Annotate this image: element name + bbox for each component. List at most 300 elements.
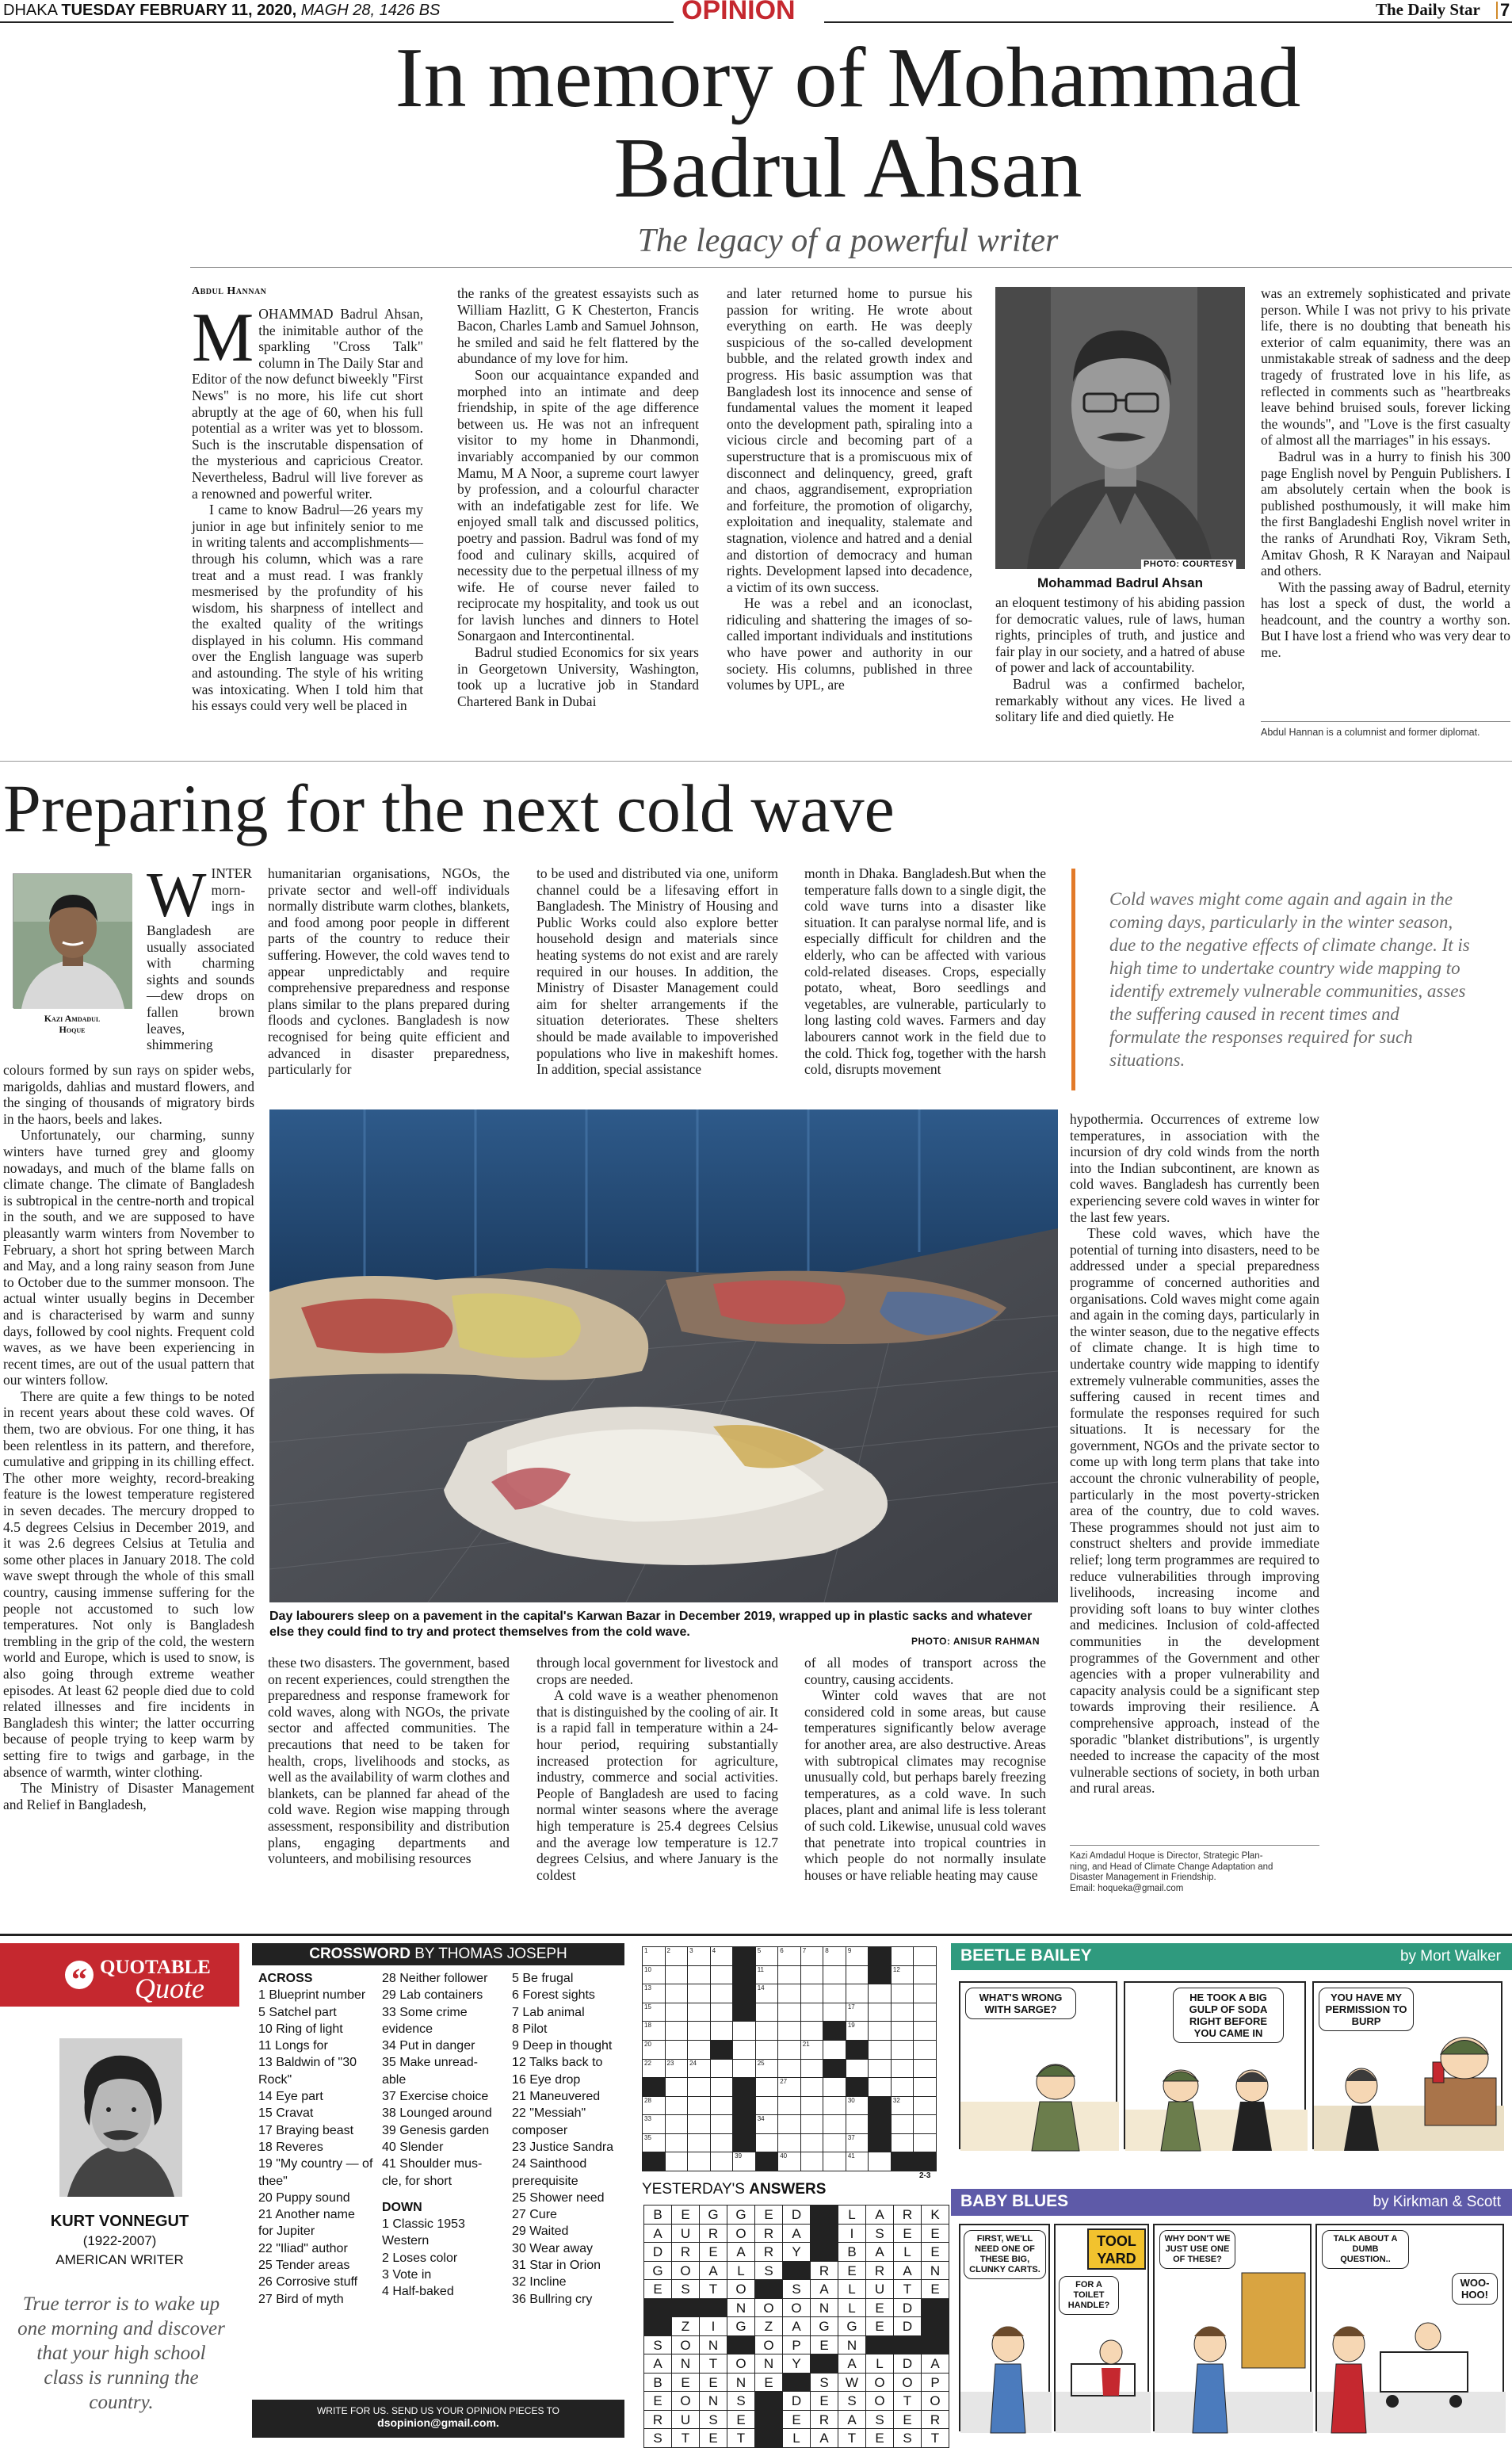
grid-square[interactable] xyxy=(778,2003,801,2022)
answer-letter: L xyxy=(838,2280,866,2299)
author-note-rule-2 xyxy=(1070,1845,1319,1846)
grid-block xyxy=(733,1966,756,1985)
answer-letter: E xyxy=(755,2374,783,2393)
grid-square[interactable] xyxy=(688,2097,711,2116)
answer-letter: S xyxy=(644,2429,672,2448)
speech-bubble: WOO-HOO! xyxy=(1452,2273,1498,2305)
answer-letter: O xyxy=(672,2262,700,2281)
grid-square[interactable] xyxy=(733,2152,756,2171)
answer-letter: D xyxy=(783,2205,811,2225)
grid-square[interactable] xyxy=(666,1947,689,1966)
answer-letter: T xyxy=(838,2429,866,2448)
grid-square[interactable] xyxy=(846,2115,869,2134)
grid-square[interactable] xyxy=(756,2022,779,2041)
portrait-photo xyxy=(995,287,1245,569)
crossword-clue: 34 Put in danger xyxy=(382,2039,475,2053)
grid-square[interactable] xyxy=(643,1966,666,1985)
crossword-panel xyxy=(252,1943,624,2438)
grid-square[interactable] xyxy=(801,2134,824,2153)
grid-square[interactable] xyxy=(711,1966,734,1985)
answer-letter: T xyxy=(894,2392,922,2411)
beetle-panel-1 xyxy=(959,1981,1117,2149)
answer-letter: O xyxy=(866,2392,894,2411)
grid-number: 21 xyxy=(802,2040,810,2048)
grid-number: 41 xyxy=(847,2152,855,2160)
answer-letter: W xyxy=(838,2374,866,2393)
grid-square[interactable] xyxy=(756,2115,779,2134)
grid-square[interactable] xyxy=(688,2041,711,2060)
grid-square[interactable] xyxy=(823,2041,846,2060)
answer-letter: O xyxy=(783,2299,811,2318)
grid-square[interactable] xyxy=(688,2078,711,2097)
masthead-dateline xyxy=(3,0,440,21)
grid-square[interactable] xyxy=(666,1984,689,2003)
grid-square[interactable] xyxy=(846,2022,869,2041)
grid-square[interactable] xyxy=(688,2115,711,2134)
grid-square[interactable] xyxy=(801,2115,824,2134)
grid-square[interactable] xyxy=(801,2060,824,2079)
grid-square[interactable] xyxy=(688,2134,711,2153)
answer-letter: O xyxy=(866,2374,894,2393)
answer-letter: B xyxy=(644,2374,672,2393)
grid-square[interactable] xyxy=(801,2097,824,2116)
author-portrait xyxy=(13,874,132,1009)
grid-square[interactable] xyxy=(711,2078,734,2097)
grid-square[interactable] xyxy=(892,2115,914,2134)
crossword-clue: 28 Neither follower xyxy=(382,1972,488,1985)
down-heading: DOWN xyxy=(382,2200,422,2214)
answer-row xyxy=(644,2243,949,2262)
grid-square[interactable] xyxy=(733,2041,756,2060)
crossword-clue: Rock" xyxy=(258,2072,292,2087)
crossword-clue: 33 Some crime xyxy=(382,2005,468,2019)
answer-letter: L xyxy=(866,2354,894,2374)
author-note-rule xyxy=(1261,721,1510,722)
grid-square[interactable] xyxy=(688,1984,711,2003)
grid-square[interactable] xyxy=(869,2003,892,2022)
grid-square[interactable] xyxy=(688,1947,711,1966)
grid-square[interactable] xyxy=(846,2003,869,2022)
answer-block xyxy=(755,2280,783,2299)
grid-square[interactable] xyxy=(778,2060,801,2079)
grid-square[interactable] xyxy=(778,2041,801,2060)
answer-letter: T xyxy=(894,2280,922,2299)
grid-square[interactable] xyxy=(846,1947,869,1966)
grid-square[interactable] xyxy=(892,2097,914,2116)
crossword-clue: able xyxy=(382,2072,407,2087)
article2-col-4-bottom xyxy=(804,1655,1046,1905)
answer-block xyxy=(783,2374,811,2393)
grid-square[interactable] xyxy=(711,2152,734,2171)
clues-col-3 xyxy=(512,1970,624,2308)
article1-col-5 xyxy=(1261,285,1510,713)
grid-square[interactable] xyxy=(892,2060,914,2079)
grid-square[interactable] xyxy=(666,2022,689,2041)
grid-square[interactable] xyxy=(688,2003,711,2022)
answer-letter: E xyxy=(700,2429,727,2448)
grid-square[interactable] xyxy=(892,2003,914,2022)
grid-number: 8 xyxy=(825,1947,829,1954)
grid-square[interactable] xyxy=(756,2134,779,2153)
grid-square[interactable] xyxy=(666,2115,689,2134)
grid-square[interactable] xyxy=(778,1966,801,1985)
grid-square[interactable] xyxy=(643,2022,666,2041)
grid-square[interactable] xyxy=(914,2060,937,2079)
grid-square[interactable] xyxy=(778,1947,801,1966)
grid-square[interactable] xyxy=(823,1947,846,1966)
comics-panel xyxy=(951,1943,1512,2438)
grid-square[interactable] xyxy=(688,2022,711,2041)
answer-letter: S xyxy=(755,2262,783,2281)
crossword-clue: 1 Blueprint number xyxy=(258,1988,366,2003)
grid-square[interactable] xyxy=(666,2097,689,2116)
footer-line-2: dsopinion@gmail.com. xyxy=(377,2416,499,2429)
babyblues-panel-2 xyxy=(1054,2224,1149,2431)
grid-square[interactable] xyxy=(643,2003,666,2022)
answer-block xyxy=(755,2392,783,2411)
grid-block xyxy=(643,2078,666,2097)
answer-letter: L xyxy=(838,2205,866,2225)
crossword-clue: 8 Pilot xyxy=(512,2022,548,2036)
grid-block xyxy=(914,2152,937,2171)
masthead-rule-left xyxy=(0,21,674,23)
answer-letter: T xyxy=(672,2429,700,2448)
grid-square[interactable] xyxy=(823,2078,846,2097)
answer-letter: S xyxy=(700,2411,727,2430)
grid-square[interactable] xyxy=(869,2041,892,2060)
answer-letter: I xyxy=(838,2225,866,2244)
grid-square[interactable] xyxy=(666,2078,689,2097)
answer-block xyxy=(783,2262,811,2281)
grid-square[interactable] xyxy=(778,2078,801,2097)
grid-square[interactable] xyxy=(914,2078,937,2097)
article1-author-note: Abdul Hannan is a columnist and former diplomat. xyxy=(1261,727,1480,738)
grid-square[interactable] xyxy=(666,2152,689,2171)
paragraph: the ranks of the greatest essayists such as William Hazlitt, G K Chesterton, Francis Bacon, Charles Lamb and Samuel Johnson, he smiled and said he felt flattered by the abundance of my love for him. xyxy=(457,285,699,367)
answer-row xyxy=(644,2225,949,2244)
grid-square[interactable] xyxy=(801,2078,824,2097)
answer-letter: A xyxy=(644,2354,672,2374)
grid-block xyxy=(823,2060,846,2079)
grid-square[interactable] xyxy=(823,1984,846,2003)
answer-letter: O xyxy=(727,2225,755,2244)
grid-square[interactable] xyxy=(869,2152,892,2171)
grid-square[interactable] xyxy=(778,2134,801,2153)
grid-square[interactable] xyxy=(733,2060,756,2079)
grid-square[interactable] xyxy=(778,1984,801,2003)
paragraph: Winter cold waves that are not considered cold in some areas, but cause temperatures significantly below average for another area, are also destructive. Areas with subtropical climates may recognise unusually cold, but perhaps barely freezing temperatures, as a cold wave. In such places, plant and animal life is less tolerant of such cold. Likewise, unusual cold waves that penetrate into tropical countries in which people do not normally insulate houses or have reliable heating may cause xyxy=(804,1687,1046,1883)
grid-square[interactable] xyxy=(666,2060,689,2079)
grid-square[interactable] xyxy=(823,2003,846,2022)
grid-square[interactable] xyxy=(892,1966,914,1985)
answer-letter: L xyxy=(894,2243,922,2262)
answer-letter: G xyxy=(644,2262,672,2281)
paragraph: Soon our acquaintance expanded and morphed into an intimate and deep friendship, in spite of the age difference between us. He was not an infrequent visitor to my home in Dhanmondi, invariably accompanied by our common Mamu, M A Noor, a supreme court lawyer by profession, and a colourful character with an indefatigable zest for life. We enjoyed small talk and discussed politics, poetry and passion. Badrul was fond of my food and culinary skills, acquired of necessity due to the perpetual illness of my wife. He of course never failed to reciprocate my hospitality, and took us out for lavish lunches and dinners to Hotel Sonargaon and Intercontinental. xyxy=(457,366,699,644)
answer-block xyxy=(727,2336,755,2355)
answer-letter: N xyxy=(727,2374,755,2393)
grid-square[interactable] xyxy=(823,2115,846,2134)
answer-letter: K xyxy=(922,2205,949,2225)
grid-square[interactable] xyxy=(711,2060,734,2079)
article1-col-4 xyxy=(995,594,1245,745)
grid-square[interactable] xyxy=(914,2041,937,2060)
answer-letter: S xyxy=(866,2225,894,2244)
grid-square[interactable] xyxy=(643,2060,666,2079)
grid-square[interactable] xyxy=(733,2022,756,2041)
grid-square[interactable] xyxy=(711,2115,734,2134)
crossword-clue: 40 Slender xyxy=(382,2140,444,2154)
answer-letter: G xyxy=(727,2317,755,2336)
grid-square[interactable] xyxy=(846,1966,869,1985)
answer-letter: A xyxy=(783,2317,811,2336)
grid-square[interactable] xyxy=(756,2041,779,2060)
grid-square[interactable] xyxy=(801,2152,824,2171)
grid-square[interactable] xyxy=(756,1984,779,2003)
crossword-clue: 27 Bird of myth xyxy=(258,2292,344,2306)
answer-letter: R xyxy=(811,2411,838,2430)
answer-block xyxy=(922,2299,949,2318)
crossword-clue: 23 Justice Sandra xyxy=(512,2140,614,2154)
grid-square[interactable] xyxy=(869,2060,892,2079)
article1-col-1 xyxy=(192,300,423,743)
crossword-clue: 17 Braying beast xyxy=(258,2123,354,2137)
grid-number: 27 xyxy=(780,2078,788,2086)
paragraph: He was a rebel and an iconoclast, ridiculing and shattering the images of so-called important individuals and institutions who have power and authority in our society. His columns, published in three volumes by UPL, are xyxy=(727,595,972,693)
grid-block xyxy=(846,2078,869,2097)
grid-number: 25 xyxy=(757,2059,765,2067)
paragraph: to be used and distributed via one, uniform channel could be a lifesaving effort in Bangladesh. The Ministry of Housing and Public Works could also explore better household design and materials since heating systems do not exist and are rarely required in our houses. In addition, the Ministry of Disaster Management could aim for shelter arrangements if the situation deteriorates. These shelters should be made available to impoverished populations who live in makeshift homes. In addition, special assistance xyxy=(536,865,778,1078)
paragraph: humanitarian organisations, NGOs, the private sector and well-off individuals normally distribute warm clothes, blankets, and food among poor people in different parts of the country to reduce their suffering. However, the cold waves tend to appear unpredictably and require comprehensive preparedness and response plans similar to the plans prepared during floods and cyclones. Bangladesh is now recognised for being quite efficient and advanced in disaster preparedness, particularly for xyxy=(268,865,510,1078)
grid-number: 20 xyxy=(644,2040,651,2048)
babyblues-panel-2-art xyxy=(1056,2225,1151,2433)
answer-row xyxy=(644,2299,949,2318)
answer-letter: L xyxy=(783,2429,811,2448)
grid-square[interactable] xyxy=(711,2134,734,2153)
grid-square[interactable] xyxy=(892,2134,914,2153)
grid-square[interactable] xyxy=(846,2097,869,2116)
article2-col-2-top xyxy=(268,865,510,1095)
grid-block xyxy=(643,2152,666,2171)
crossword-clue: 11 Longs for xyxy=(258,2039,328,2053)
grid-square[interactable] xyxy=(869,1984,892,2003)
dateline-bengali: MAGH 28, 1426 BS xyxy=(300,2,441,19)
beetle-header xyxy=(951,1943,1512,1970)
grid-square[interactable] xyxy=(666,2041,689,2060)
grid-square[interactable] xyxy=(914,2097,937,2116)
grid-square[interactable] xyxy=(892,1947,914,1966)
crossword-clue: 2 Loses color xyxy=(382,2251,458,2265)
dropcap: W xyxy=(147,861,207,930)
grid-square[interactable] xyxy=(801,1984,824,2003)
author-name-line-1: Kazi Amdadul xyxy=(44,1013,101,1024)
babyblues-panel-3 xyxy=(1153,2224,1312,2431)
answer-row xyxy=(644,2392,949,2411)
paragraph: With the passing away of Badrul, eternity has lost a speck of dust, the world a headcount, and the country a worthy son. But I have lost a friend who was very dear to me. xyxy=(1261,579,1510,661)
author-note-line: Kazi Amdadul Hoque is Director, Strategic Plan- xyxy=(1070,1851,1263,1861)
answer-letter: O xyxy=(727,2354,755,2374)
grid-square[interactable] xyxy=(756,2003,779,2022)
grid-square[interactable] xyxy=(801,2022,824,2041)
grid-square[interactable] xyxy=(778,2022,801,2041)
paragraph: Badrul studied Economics for six years in Georgetown University, Washington, took up a lucrative job in Standard Chartered Bank in Dubai xyxy=(457,644,699,709)
grid-square[interactable] xyxy=(914,2003,937,2022)
answer-letter: O xyxy=(727,2280,755,2299)
answer-letter: S xyxy=(727,2392,755,2411)
grid-square[interactable] xyxy=(756,2078,779,2097)
grid-square[interactable] xyxy=(823,2134,846,2153)
grid-square[interactable] xyxy=(756,2060,779,2079)
answer-letter: R xyxy=(672,2243,700,2262)
answer-block xyxy=(755,2429,783,2448)
quote-author-years: (1922-2007) xyxy=(82,2233,157,2248)
crossword-clue: 22 "Messiah" xyxy=(512,2106,586,2121)
grid-square[interactable] xyxy=(823,2097,846,2116)
crossword-clue: 19 "My country — of xyxy=(258,2157,373,2171)
babyblues-panel-4-art xyxy=(1317,2225,1506,2433)
answer-letter: Z xyxy=(672,2317,700,2336)
grid-square[interactable] xyxy=(688,1966,711,1985)
grid-square[interactable] xyxy=(643,1947,666,1966)
quote-panel xyxy=(0,1943,239,2438)
dateline-city: DHAKA xyxy=(3,2,57,19)
beetle-panel-2 xyxy=(1124,1981,1306,2149)
author-note-line: Disaster Management in Friendship. xyxy=(1070,1873,1216,1882)
babyblues-panel-4 xyxy=(1315,2224,1504,2431)
grid-square[interactable] xyxy=(643,2115,666,2134)
grid-square[interactable] xyxy=(846,2134,869,2153)
grid-number: 3 xyxy=(689,1947,693,1954)
paragraph: was an extremely sophisticated and private person. While I was not privy to his private life, there is no doubting that beneath his exterior of calm equanimity, there was an unmistakable streak of sadness and the deep tragedy of frustrated love in his life, as reflected in comments such as "heartbreaks leave behind bruised souls, forever licking the wounds", and "Love is the first casualty of almost all the marriages" in his essays. xyxy=(1261,285,1510,449)
grid-square[interactable] xyxy=(914,1966,937,1985)
grid-square[interactable] xyxy=(688,2060,711,2079)
grid-square[interactable] xyxy=(914,2022,937,2041)
grid-square[interactable] xyxy=(778,2097,801,2116)
grid-square[interactable] xyxy=(688,2152,711,2171)
grid-square[interactable] xyxy=(711,2022,734,2041)
subhead-rule xyxy=(190,267,1512,268)
grid-block xyxy=(869,2134,892,2153)
grid-date: 2-3 xyxy=(919,2171,931,2180)
beetle-panel-3-art xyxy=(1314,1983,1504,2151)
crossword-clue: 29 Lab containers xyxy=(382,1988,483,2003)
answer-letter: Y xyxy=(783,2243,811,2262)
paragraph: The Ministry of Disaster Management and Relief in Bangladesh, xyxy=(3,1780,254,1812)
main-photo-caption: Day labourers sleep on a pavement in the capital's Karwan Bazar in December 2019, wrapped up in plastic sacks and whatever else they could find to try and protect themselves from the cold wave. xyxy=(269,1610,1033,1639)
grid-square[interactable] xyxy=(643,1984,666,2003)
answer-row xyxy=(644,2262,949,2281)
grid-square[interactable] xyxy=(756,1947,779,1966)
grid-square[interactable] xyxy=(892,1984,914,2003)
crossword-clue: 13 Baldwin of "30 xyxy=(258,2056,357,2070)
bottom-section-rule xyxy=(0,1934,1512,1936)
crossword-clue: 4 Half-baked xyxy=(382,2285,454,2299)
quote-mark-icon: “ xyxy=(65,1961,94,1989)
grid-square[interactable] xyxy=(801,1966,824,1985)
answer-letter: E xyxy=(811,2336,838,2355)
grid-number: 15 xyxy=(644,2003,651,2011)
speech-bubble: WHY DON'T WE JUST USE ONE OF THESE? xyxy=(1159,2230,1235,2269)
answer-letter: S xyxy=(866,2411,894,2430)
paragraph: There are quite a few things to be noted in recent years about these cold waves. Of them, two are obvious. For one thing, it has been relentless in its pattern, and therefore, cumulative and gripping in its chilling effect. The other more weighty, record-breaking feature is the lowest temperature registered in seven decades. The mercury dropped to 4.5 degrees Celsius in December 2019, and it was 2.6 degrees Celsius at Tetulia and some other places in January 2018. The cold wave swept through the whole of this small country, causing immense suffering for the people not accustomed to such low temperatures. Not only is Bangladesh trembling in the grip of the cold, the western world and Europe, which is used to snow, is also going through extreme weather episodes. At least 62 people died due to cold related illnesses and fire incidents in Bangladesh this winter; the latter occurring because of people trying to keep warm by setting fire to twigs and garbage, in the absence of warmth, winter clothing. xyxy=(3,1388,254,1780)
grid-square[interactable] xyxy=(711,1947,734,1966)
grid-square[interactable] xyxy=(801,1947,824,1966)
grid-square[interactable] xyxy=(869,2078,892,2097)
crossword-clue: 41 Shoulder mus- xyxy=(382,2157,483,2171)
answer-letter: E xyxy=(922,2280,949,2299)
answer-letter: A xyxy=(894,2262,922,2281)
grid-square[interactable] xyxy=(756,2097,779,2116)
grid-square[interactable] xyxy=(643,2134,666,2153)
grid-square[interactable] xyxy=(823,2152,846,2171)
grid-square[interactable] xyxy=(846,2060,869,2079)
grid-square[interactable] xyxy=(801,2003,824,2022)
grid-square[interactable] xyxy=(892,2041,914,2060)
article1-col-3 xyxy=(727,285,972,745)
grid-number: 5 xyxy=(757,1947,762,1954)
grid-square[interactable] xyxy=(846,2152,869,2171)
crossword-clue: 24 Sainthood xyxy=(512,2157,587,2171)
main-photo xyxy=(269,1109,1058,1602)
grid-square[interactable] xyxy=(666,1966,689,1985)
grid-number: 17 xyxy=(847,2003,855,2011)
grid-square[interactable] xyxy=(756,1966,779,1985)
article2-author-note xyxy=(1070,1851,1319,1894)
author-photo xyxy=(13,873,132,1008)
crossword-clue: 12 Talks back to xyxy=(512,2056,603,2070)
answer-letter: L xyxy=(727,2262,755,2281)
grid-square[interactable] xyxy=(801,2041,824,2060)
article2-col-5 xyxy=(1070,1111,1319,1839)
grid-square[interactable] xyxy=(643,2041,666,2060)
answer-letter: E xyxy=(700,2243,727,2262)
article1-headline xyxy=(238,33,1458,214)
babyblues-header xyxy=(951,2189,1512,2216)
answer-letter: L xyxy=(838,2299,866,2318)
grid-square[interactable] xyxy=(711,2003,734,2022)
grid-square[interactable] xyxy=(914,1984,937,2003)
paragraph: an eloquent testimony of his abiding passion for democratic values, rule of laws, human rights, principles of truth, and justice and fair play in our society, and a hatred of abuse of power and lack of accountability. xyxy=(995,594,1245,676)
grid-number: 22 xyxy=(644,2059,651,2067)
grid-square[interactable] xyxy=(778,2115,801,2134)
answer-letter: B xyxy=(644,2205,672,2225)
answer-letter: E xyxy=(672,2205,700,2225)
grid-number: 12 xyxy=(892,1965,900,1973)
paragraph: colours formed by sun rays on spider webs, marigolds, dahlias and mustard flowers, and the singing of thousands of migratory birds in the haors, beels and lakes. xyxy=(3,1062,254,1127)
grid-square[interactable] xyxy=(914,2115,937,2134)
crossword-clue: 5 Be frugal xyxy=(512,1972,574,1985)
grid-square[interactable] xyxy=(643,2097,666,2116)
speech-bubble: WHAT'S WRONG WITH SARGE? xyxy=(965,1988,1076,2019)
grid-square[interactable] xyxy=(892,2022,914,2041)
answer-letter: N xyxy=(922,2262,949,2281)
grid-square[interactable] xyxy=(914,2134,937,2153)
byline: Abdul Hannan xyxy=(192,285,267,297)
answer-letter: R xyxy=(894,2205,922,2225)
grid-square[interactable] xyxy=(892,2078,914,2097)
grid-square[interactable] xyxy=(711,2097,734,2116)
grid-square[interactable] xyxy=(846,1984,869,2003)
answer-letter: S xyxy=(811,2374,838,2393)
grid-square[interactable] xyxy=(823,1966,846,1985)
grid-square[interactable] xyxy=(869,2022,892,2041)
article2-col-4-top xyxy=(804,865,1046,1095)
grid-square[interactable] xyxy=(778,2152,801,2171)
grid-square[interactable] xyxy=(914,1947,937,1966)
main-photo-credit: PHOTO: ANISUR RAHMAN xyxy=(911,1636,1040,1647)
grid-square[interactable] xyxy=(711,1984,734,2003)
grid-square[interactable] xyxy=(666,2134,689,2153)
grid-square[interactable] xyxy=(666,2003,689,2022)
